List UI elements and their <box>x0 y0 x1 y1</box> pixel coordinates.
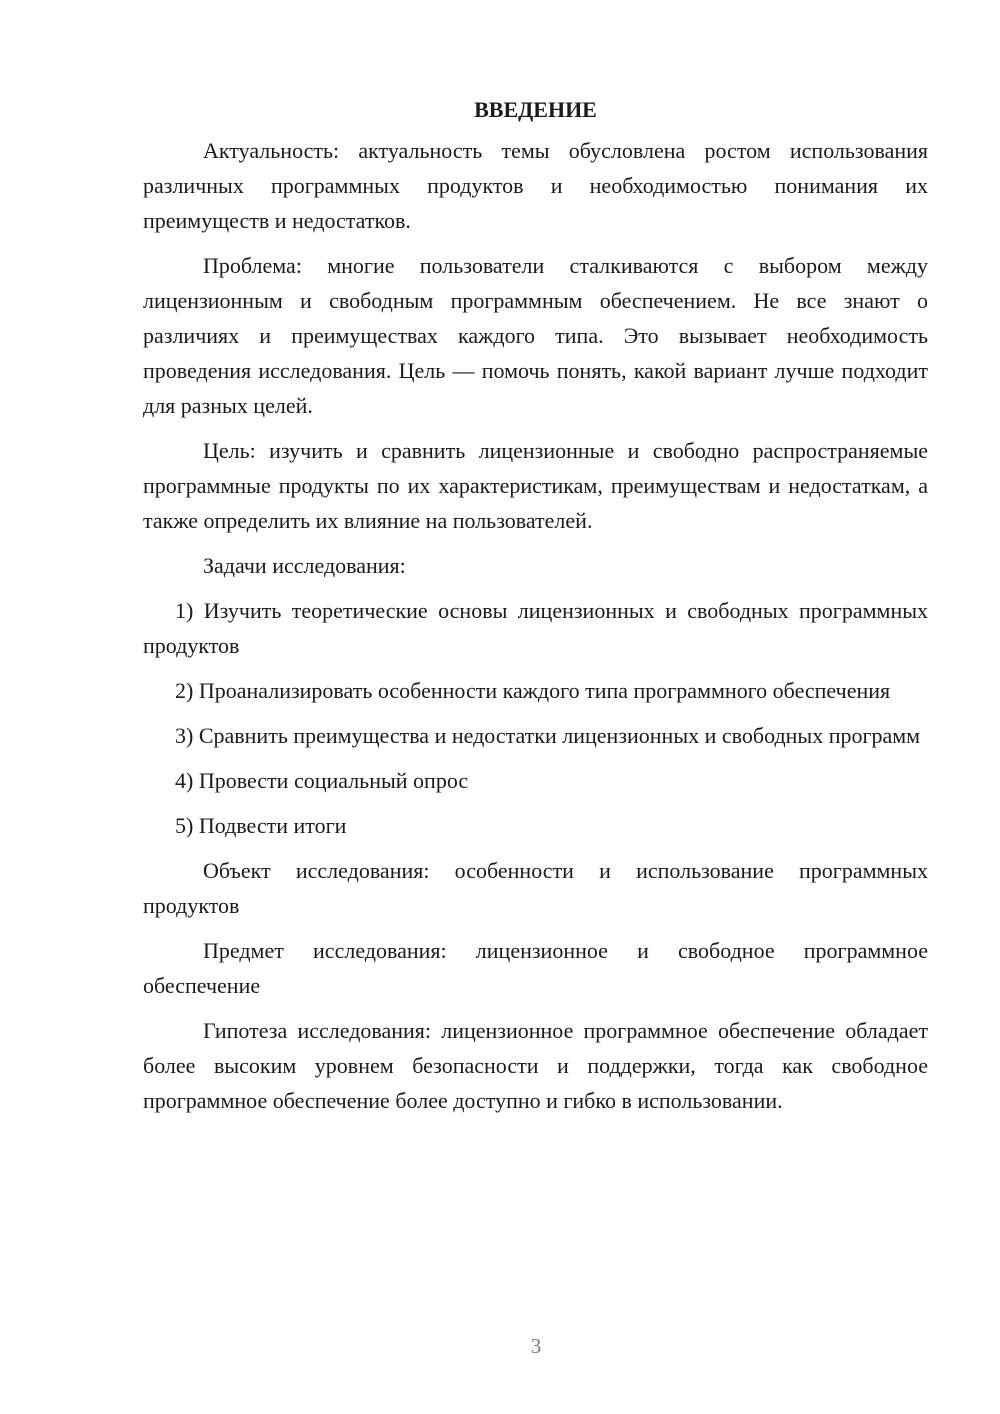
paragraph-object: Объект исследования: особенности и использование программных продуктов <box>143 858 928 918</box>
paragraph-relevance: Актуальность: актуальность темы обусловлена ростом использования различных программных продуктов и необходимостью понимания их преимуществ и недостатков. <box>143 138 928 233</box>
document-page <box>143 96 928 1128</box>
task-item: 2) Проанализировать особенности каждого типа программного обеспечения <box>175 678 891 703</box>
task-item: 3) Сравнить преимущества и недостатки лицензионных и свободных программ <box>175 723 921 748</box>
paragraph-goal: Цель: изучить и сравнить лицензионные и свободно распространяемые программные продукты по их характеристикам, преимуществам и недостаткам, а также определить их влияние на пользователей. <box>143 438 928 533</box>
section-heading: ВВЕДЕНИЕ <box>474 97 597 122</box>
task-item: 1) Изучить теоретические основы лицензионных и свободных программных продуктов <box>143 598 928 658</box>
paragraph-hypothesis: Гипотеза исследования: лицензионное программное обеспечение обладает более высоким уровнем безопасности и поддержки, тогда как свободное программное обеспечение более доступно и гибко в использовании. <box>143 1018 928 1113</box>
paragraph-problem: Проблема: многие пользователи сталкиваются с выбором между лицензионным и свободным программным обеспечением. Не все знают о различиях и преимуществах каждого типа. Это вызывает необходимость проведения исследования. Цель — помочь понять, какой вариант лучше подходит для разных целей. <box>143 253 928 418</box>
paragraph-tasks-heading: Задачи исследования: <box>203 553 406 578</box>
task-item: 4) Провести социальный опрос <box>175 768 469 793</box>
paragraph-subject: Предмет исследования: лицензионное и свободное программное обеспечение <box>143 938 928 998</box>
page-number: 3 <box>530 1334 542 1358</box>
task-item: 5) Подвести итоги <box>175 813 347 838</box>
